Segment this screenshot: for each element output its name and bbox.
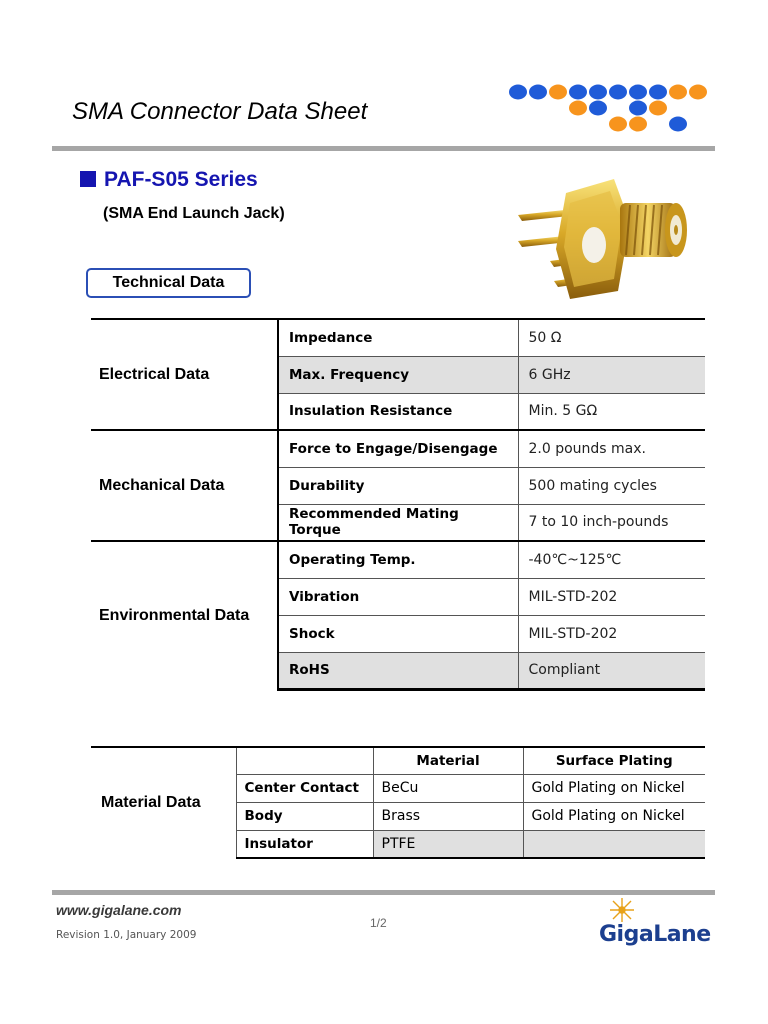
part-material: BeCu [373, 774, 523, 802]
param-value: 2.0 pounds max. [518, 430, 705, 467]
part-label: Body [236, 802, 373, 830]
brand-dot [609, 117, 627, 132]
product-subtitle: (SMA End Launch Jack) [103, 205, 285, 222]
param-value: -40℃~125℃ [518, 541, 705, 578]
brand-dot [649, 101, 667, 116]
brand-dot [669, 117, 687, 132]
table-row [91, 319, 705, 356]
brand-dot [689, 85, 707, 100]
header-divider [52, 146, 715, 151]
series-name: PAF-S05 Series [104, 168, 258, 191]
part-material: Brass [373, 802, 523, 830]
brand-dot [509, 85, 527, 100]
brand-dot [629, 101, 647, 116]
param-label: Impedance [278, 319, 518, 356]
brand-dot [549, 85, 567, 100]
page-number: 1/2 [370, 916, 387, 930]
material-data-table [91, 746, 705, 859]
logo-wordmark: GigaLane [599, 922, 711, 947]
brand-dots-graphic [506, 80, 716, 140]
group-label: Mechanical Data [91, 430, 278, 541]
header-blank [236, 747, 373, 774]
group-label: Environmental Data [91, 541, 278, 689]
header-surface-plating: Surface Plating [523, 747, 705, 774]
brand-dot [589, 101, 607, 116]
part-label: Insulator [236, 830, 373, 858]
param-value: 7 to 10 inch-pounds [518, 504, 705, 541]
part-label: Center Contact [236, 774, 373, 802]
brand-dot [529, 85, 547, 100]
param-value: 50 Ω [518, 319, 705, 356]
param-value: 6 GHz [518, 356, 705, 393]
param-value: Min. 5 GΩ [518, 393, 705, 430]
header-material: Material [373, 747, 523, 774]
part-material: PTFE [373, 830, 523, 858]
brand-dot [649, 85, 667, 100]
bullet-square-icon [80, 171, 96, 187]
page-title: SMA Connector Data Sheet [72, 98, 368, 125]
part-plating: Gold Plating on Nickel [523, 802, 705, 830]
table-row [91, 430, 705, 467]
brand-dot [589, 85, 607, 100]
param-label: Durability [278, 467, 518, 504]
brand-dot [629, 85, 647, 100]
table-header-row [91, 747, 705, 774]
connector-photo [510, 163, 692, 303]
website-url: www.gigalane.com [56, 902, 182, 918]
technical-data-table [91, 318, 705, 691]
table-row [91, 541, 705, 578]
technical-data-badge: Technical Data [86, 268, 251, 298]
param-value: MIL-STD-202 [518, 615, 705, 652]
part-plating: Gold Plating on Nickel [523, 774, 705, 802]
revision-note: Revision 1.0, January 2009 [56, 929, 197, 941]
param-label: Shock [278, 615, 518, 652]
param-value: MIL-STD-202 [518, 578, 705, 615]
part-plating [523, 830, 705, 858]
param-label: Recommended Mating Torque [278, 504, 518, 541]
param-label: Max. Frequency [278, 356, 518, 393]
brand-dot [569, 101, 587, 116]
group-label: Material Data [91, 747, 236, 858]
param-label: RoHS [278, 652, 518, 689]
brand-dot [629, 117, 647, 132]
brand-dot [569, 85, 587, 100]
group-label: Electrical Data [91, 319, 278, 430]
param-label: Insulation Resistance [278, 393, 518, 430]
param-label: Force to Engage/Disengage [278, 430, 518, 467]
brand-dot [669, 85, 687, 100]
param-value: 500 mating cycles [518, 467, 705, 504]
param-value: Compliant [518, 652, 705, 689]
footer-divider [52, 890, 715, 895]
brand-dot [609, 85, 627, 100]
param-label: Operating Temp. [278, 541, 518, 578]
series-heading [80, 168, 258, 192]
star-burst-icon [610, 898, 634, 922]
param-label: Vibration [278, 578, 518, 615]
